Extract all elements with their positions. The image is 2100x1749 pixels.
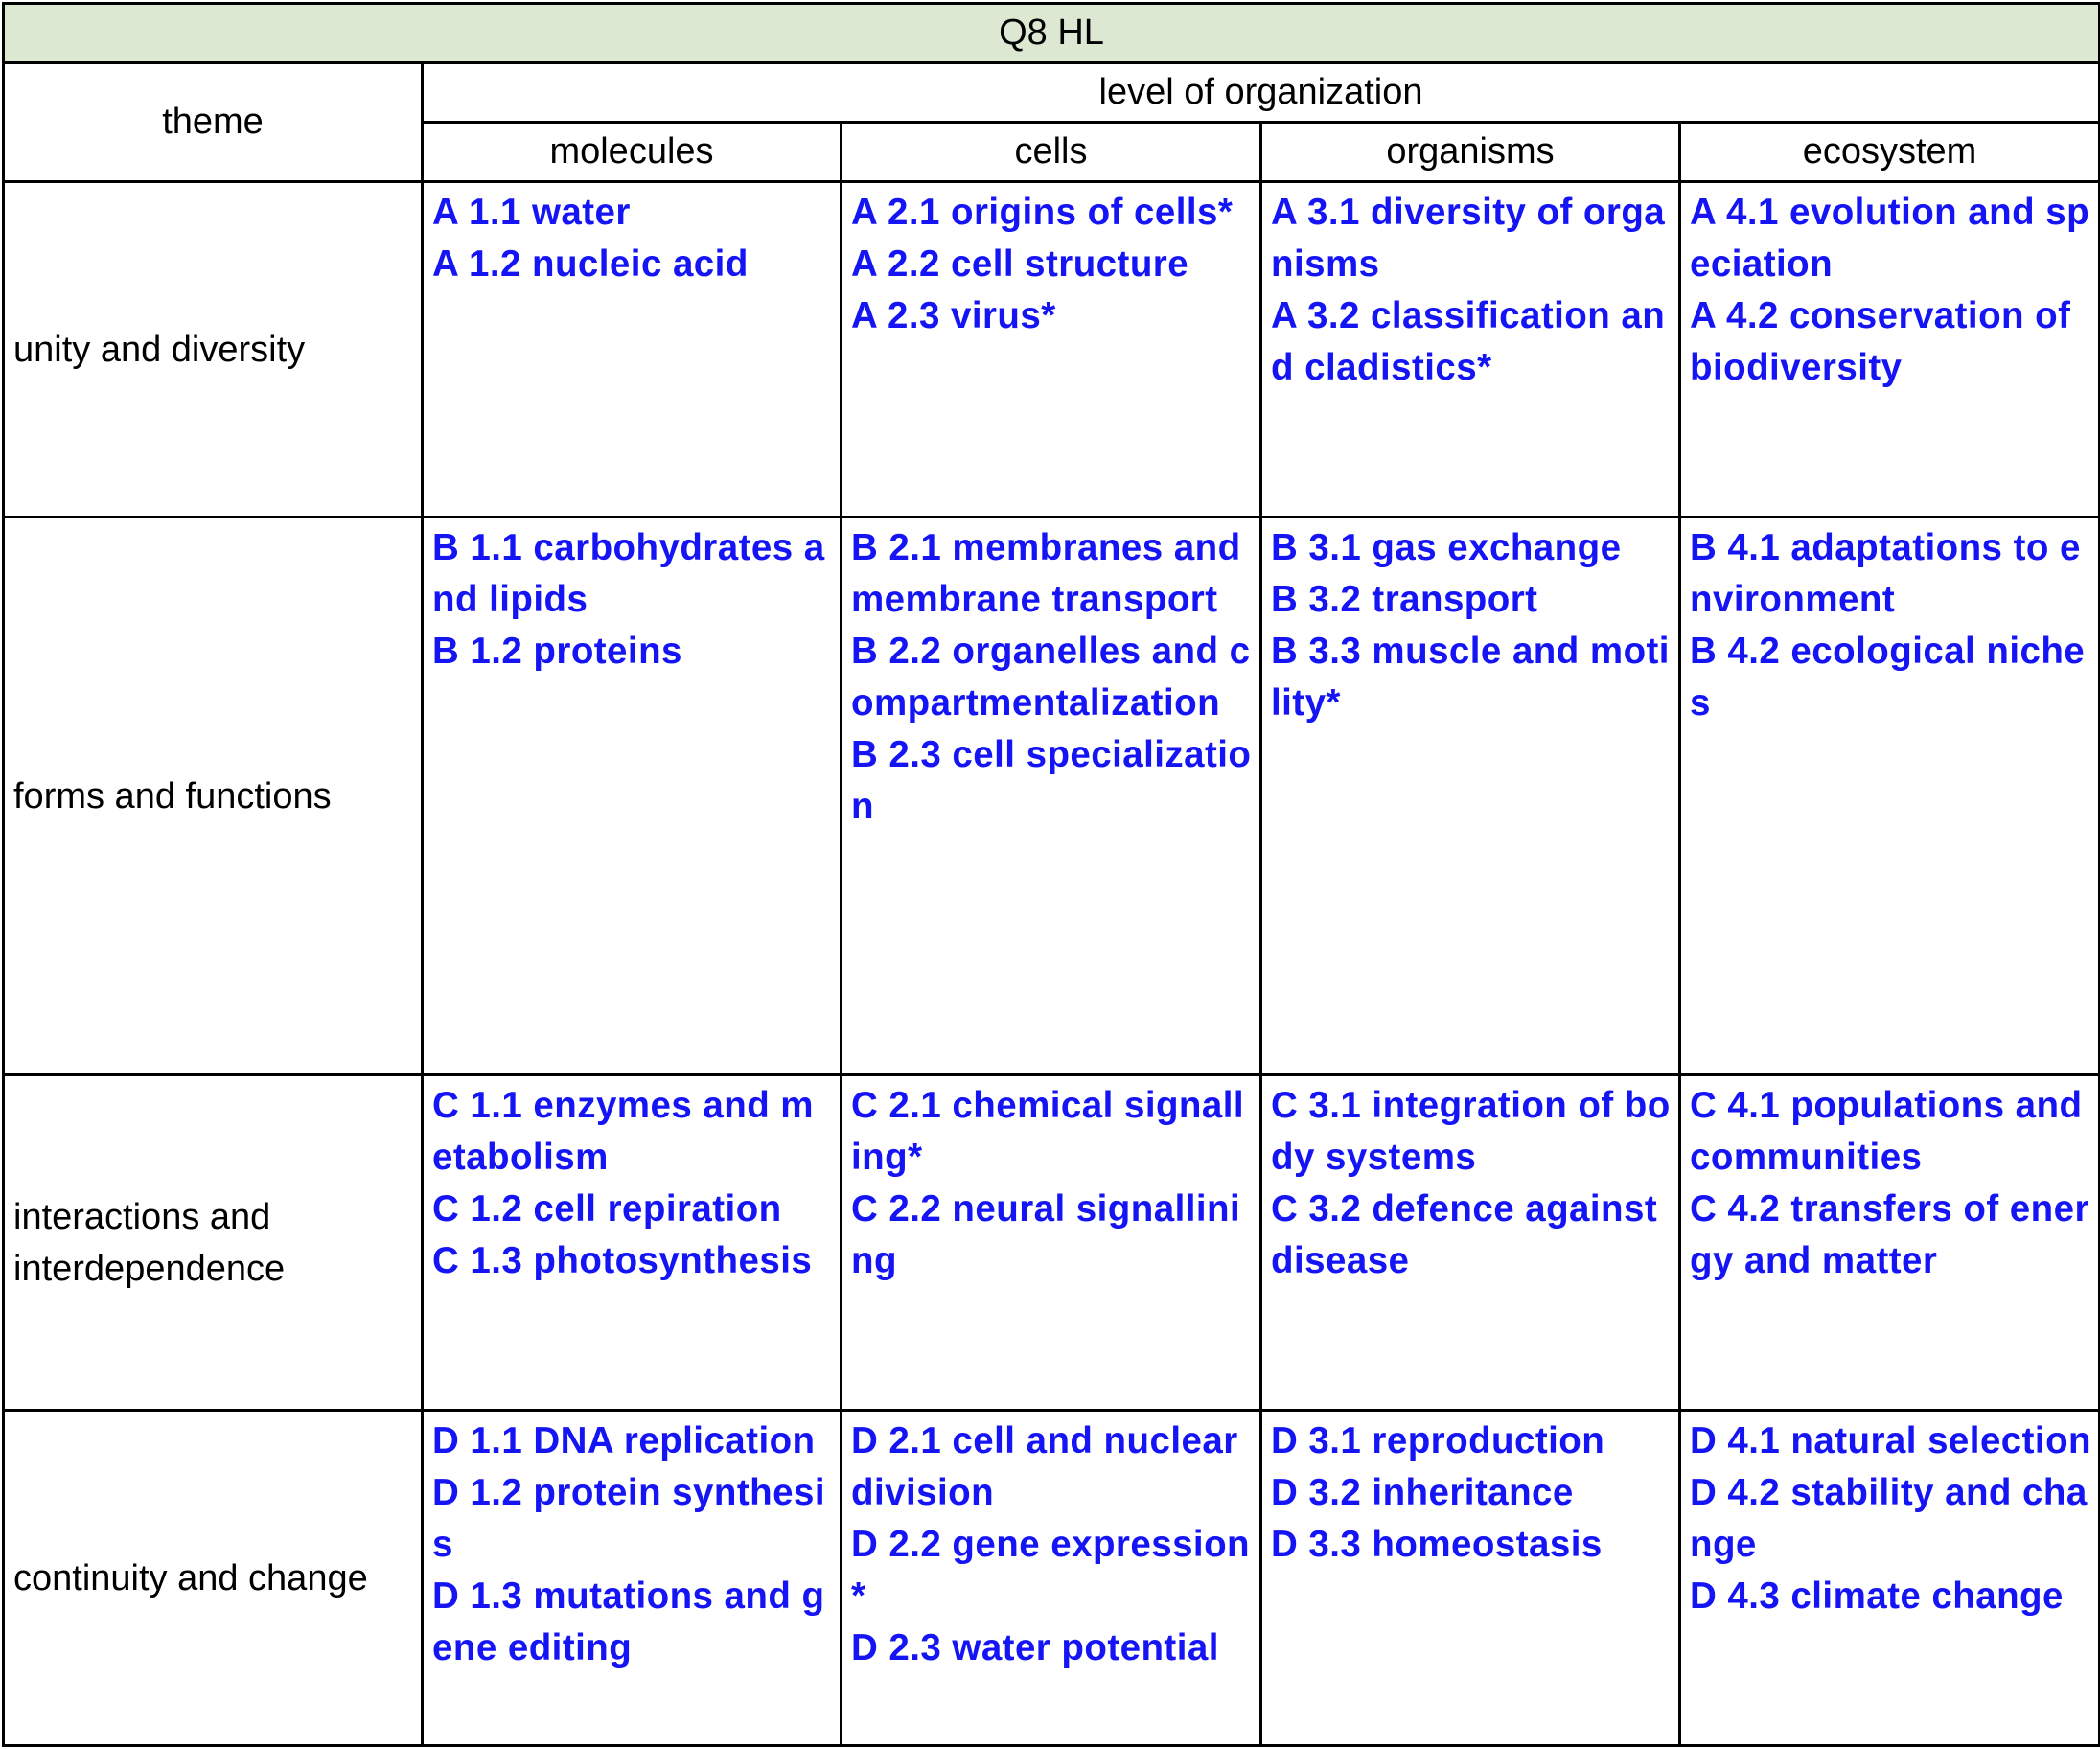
topic-item: D 2.1 cell and nuclear division <box>851 1420 1238 1513</box>
topic-cell-cells[interactable] <box>842 1411 1261 1746</box>
topic-item: B 4.2 ecological niches <box>1690 631 2086 724</box>
topic-item: B 2.3 cell specialization <box>851 734 1252 827</box>
title-row <box>4 4 2100 63</box>
topic-item: B 4.1 adaptations to environment <box>1690 527 2081 620</box>
topic-grid <box>2 2 2100 1747</box>
topic-item: D 1.2 protein synthesis <box>432 1472 825 1565</box>
topic-item: A 4.2 conservation of biodiversity <box>1690 295 2071 388</box>
topic-cell-organisms[interactable] <box>1261 518 1680 1075</box>
topic-item: B 3.1 gas exchange <box>1271 527 1622 568</box>
topic-item: C 3.2 defence against disease <box>1271 1188 1658 1281</box>
level-header-ecosystem[interactable]: ecosystem <box>1680 123 2100 182</box>
level-header-molecules[interactable]: molecules <box>423 123 842 182</box>
topic-item: C 2.2 neural signallining <box>851 1188 1241 1281</box>
topic-cell-molecules[interactable] <box>423 182 842 518</box>
topic-cell-organisms[interactable] <box>1261 1075 1680 1411</box>
topic-item: D 3.1 reproduction <box>1271 1420 1605 1461</box>
topic-item: C 4.1 populations and communities <box>1690 1085 2083 1178</box>
topic-item: D 3.2 inheritance <box>1271 1472 1574 1513</box>
topic-item: B 2.2 organelles and compartmentalization <box>851 631 1251 724</box>
topic-item: C 2.1 chemical signalling* <box>851 1085 1245 1178</box>
topic-item: C 1.1 enzymes and metabolism <box>432 1085 814 1178</box>
topic-cell-molecules[interactable] <box>423 518 842 1075</box>
topic-item: D 3.3 homeostasis <box>1271 1524 1603 1565</box>
topic-item: A 2.2 cell structure <box>851 243 1189 285</box>
topic-item: D 4.2 stability and change <box>1690 1472 2088 1565</box>
topic-cell-organisms[interactable] <box>1261 182 1680 518</box>
topic-item: C 1.3 photosynthesis <box>432 1240 813 1281</box>
theme-header[interactable]: theme <box>4 63 423 182</box>
topic-cell-ecosystem[interactable] <box>1680 1411 2100 1746</box>
level-header-cells[interactable]: cells <box>842 123 1261 182</box>
topic-cell-molecules[interactable] <box>423 1411 842 1746</box>
theme-label[interactable]: forms and functions <box>4 518 423 1075</box>
topic-item: B 3.3 muscle and motility* <box>1271 631 1670 724</box>
topic-item: D 1.3 mutations and gene editing <box>432 1576 825 1668</box>
topic-cell-ecosystem[interactable] <box>1680 1075 2100 1411</box>
topic-cell-cells[interactable] <box>842 1075 1261 1411</box>
table-title[interactable]: Q8 HL <box>4 4 2100 63</box>
topic-item: D 4.1 natural selection <box>1690 1420 2092 1461</box>
topic-cell-ecosystem[interactable] <box>1680 182 2100 518</box>
theme-row-unity-and-diversity <box>4 182 2100 518</box>
topic-item: B 2.1 membranes and membrane transport <box>851 527 1241 620</box>
topic-item: A 2.3 virus* <box>851 295 1056 336</box>
level-header-row <box>4 63 2100 123</box>
topic-item: D 2.3 water potential <box>851 1627 1219 1668</box>
theme-label[interactable]: interactions and interdependence <box>4 1075 423 1411</box>
topic-cell-cells[interactable] <box>842 182 1261 518</box>
topic-item: D 4.3 climate change <box>1690 1576 2064 1617</box>
topic-cell-organisms[interactable] <box>1261 1411 1680 1746</box>
theme-row-continuity-and-change <box>4 1411 2100 1746</box>
topic-item: A 1.1 water <box>432 192 631 233</box>
topic-item: D 2.2 gene expression* <box>851 1524 1251 1617</box>
level-header-organisms[interactable]: organisms <box>1261 123 1680 182</box>
theme-label[interactable]: continuity and change <box>4 1411 423 1746</box>
spreadsheet-sheet <box>2 2 2098 1747</box>
topic-item: A 3.1 diversity of organisms <box>1271 192 1666 285</box>
topic-item: C 3.1 integration of body systems <box>1271 1085 1671 1178</box>
topic-item: B 3.2 transport <box>1271 579 1538 620</box>
topic-item: D 1.1 DNA replication <box>432 1420 816 1461</box>
theme-row-forms-and-functions <box>4 518 2100 1075</box>
topic-item: A 4.1 evolution and speciation <box>1690 192 2090 285</box>
level-of-organization-header[interactable]: level of organization <box>423 63 2100 123</box>
topic-item: B 1.2 proteins <box>432 631 682 672</box>
topic-item: C 1.2 cell repiration <box>432 1188 782 1230</box>
topic-item: A 2.1 origins of cells* <box>851 192 1234 233</box>
topic-item: C 4.2 transfers of energy and matter <box>1690 1188 2089 1281</box>
topic-item: A 3.2 classification and cladistics* <box>1271 295 1666 388</box>
topic-item: A 1.2 nucleic acid <box>432 243 749 285</box>
topic-cell-molecules[interactable] <box>423 1075 842 1411</box>
topic-item: B 1.1 carbohydrates and lipids <box>432 527 825 620</box>
theme-label[interactable]: unity and diversity <box>4 182 423 518</box>
theme-row-interactions-and-interdependence <box>4 1075 2100 1411</box>
topic-cell-cells[interactable] <box>842 518 1261 1075</box>
topic-cell-ecosystem[interactable] <box>1680 518 2100 1075</box>
